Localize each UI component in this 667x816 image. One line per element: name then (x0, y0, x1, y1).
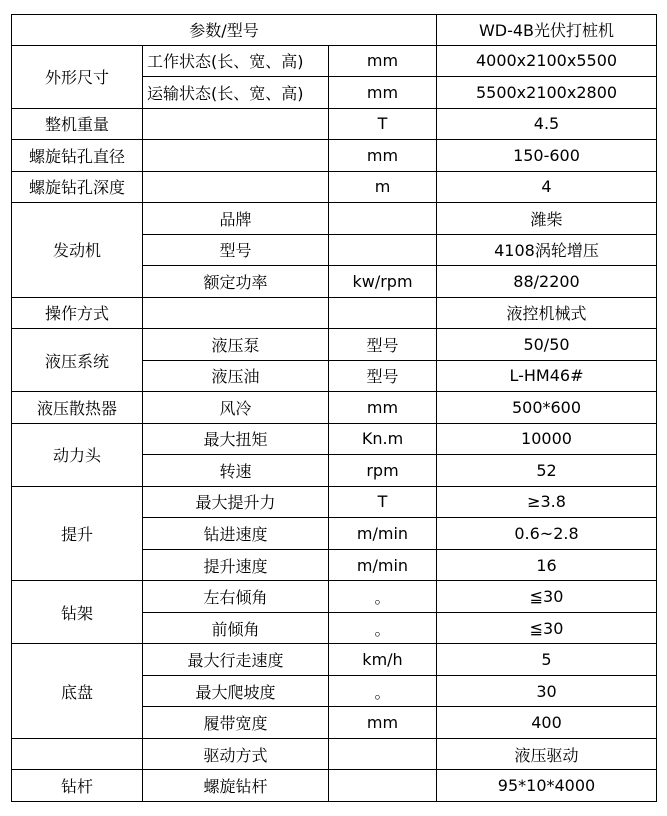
value-cell: 4000x2100x5500 (437, 45, 657, 77)
value-cell: 0.6~2.8 (437, 518, 657, 550)
value-cell: 30 (437, 675, 657, 707)
item-cell: 液压油 (143, 360, 329, 392)
value-cell: 潍柴 (437, 203, 657, 235)
item-cell: 额定功率 (143, 266, 329, 298)
group-cell: 液压系统 (12, 329, 143, 392)
header-param-label: 参数/型号 (12, 15, 437, 46)
unit-cell (329, 234, 437, 266)
value-cell: 52 (437, 455, 657, 487)
group-cell: 发动机 (12, 203, 143, 298)
table-row (12, 140, 657, 172)
header-model-label: WD-4B光伏打桩机 (437, 15, 657, 46)
table-row (12, 423, 657, 455)
group-cell: 整机重量 (12, 108, 143, 140)
unit-cell: kw/rpm (329, 266, 437, 298)
unit-cell: m/min (329, 549, 437, 581)
unit-cell: 。 (329, 581, 437, 613)
unit-cell: m (329, 171, 437, 203)
value-cell: 4108涡轮增压 (437, 234, 657, 266)
value-cell: 液控机械式 (437, 297, 657, 329)
value-cell: 液压驱动 (437, 738, 657, 770)
unit-cell: 型号 (329, 329, 437, 361)
table-row (12, 770, 657, 802)
item-cell: 螺旋钻杆 (143, 770, 329, 802)
group-cell: 螺旋钻孔深度 (12, 171, 143, 203)
table-row (12, 581, 657, 613)
item-cell: 转速 (143, 455, 329, 487)
item-cell: 最大扭矩 (143, 423, 329, 455)
unit-cell: 。 (329, 675, 437, 707)
group-cell: 外形尺寸 (12, 45, 143, 108)
value-cell: ≦30 (437, 612, 657, 644)
unit-cell: mm (329, 77, 437, 109)
unit-cell: mm (329, 707, 437, 739)
group-cell: 底盘 (12, 644, 143, 739)
item-cell: 提升速度 (143, 549, 329, 581)
item-cell: 运输状态(长、宽、高) (143, 77, 329, 109)
item-cell (143, 140, 329, 172)
spec-table (11, 14, 657, 802)
table-row (12, 644, 657, 676)
unit-cell: T (329, 108, 437, 140)
group-cell: 操作方式 (12, 297, 143, 329)
value-cell: 16 (437, 549, 657, 581)
item-cell: 最大提升力 (143, 486, 329, 518)
table-row (12, 108, 657, 140)
unit-cell (329, 738, 437, 770)
table-row (12, 329, 657, 361)
value-cell: 5 (437, 644, 657, 676)
item-cell: 风冷 (143, 392, 329, 424)
value-cell: 400 (437, 707, 657, 739)
value-cell: 500*600 (437, 392, 657, 424)
unit-cell: km/h (329, 644, 437, 676)
value-cell: 4 (437, 171, 657, 203)
group-cell: 液压散热器 (12, 392, 143, 424)
unit-cell: T (329, 486, 437, 518)
value-cell: 4.5 (437, 108, 657, 140)
item-cell (143, 297, 329, 329)
table-header-row (12, 15, 657, 46)
item-cell: 履带宽度 (143, 707, 329, 739)
group-cell: 钻架 (12, 581, 143, 644)
group-cell (12, 738, 143, 770)
unit-cell: mm (329, 140, 437, 172)
item-cell: 液压泵 (143, 329, 329, 361)
group-cell: 钻杆 (12, 770, 143, 802)
value-cell: 95*10*4000 (437, 770, 657, 802)
item-cell: 钻进速度 (143, 518, 329, 550)
unit-cell: rpm (329, 455, 437, 487)
unit-cell (329, 770, 437, 802)
table-row (12, 297, 657, 329)
unit-cell (329, 203, 437, 235)
item-cell: 最大行走速度 (143, 644, 329, 676)
table-row (12, 45, 657, 77)
value-cell: 88/2200 (437, 266, 657, 298)
item-cell: 型号 (143, 234, 329, 266)
value-cell: 10000 (437, 423, 657, 455)
table-row (12, 171, 657, 203)
item-cell: 品牌 (143, 203, 329, 235)
unit-cell (329, 297, 437, 329)
item-cell (143, 108, 329, 140)
unit-cell: mm (329, 45, 437, 77)
item-cell: 左右倾角 (143, 581, 329, 613)
group-cell: 动力头 (12, 423, 143, 486)
table-row (12, 203, 657, 235)
table-row (12, 392, 657, 424)
value-cell: 50/50 (437, 329, 657, 361)
item-cell (143, 171, 329, 203)
value-cell: 5500x2100x2800 (437, 77, 657, 109)
unit-cell: Kn.m (329, 423, 437, 455)
table-row (12, 738, 657, 770)
group-cell: 螺旋钻孔直径 (12, 140, 143, 172)
item-cell: 最大爬坡度 (143, 675, 329, 707)
item-cell: 驱动方式 (143, 738, 329, 770)
item-cell: 工作状态(长、宽、高) (143, 45, 329, 77)
unit-cell: m/min (329, 518, 437, 550)
unit-cell: 型号 (329, 360, 437, 392)
value-cell: L-HM46# (437, 360, 657, 392)
item-cell: 前倾角 (143, 612, 329, 644)
unit-cell: mm (329, 392, 437, 424)
value-cell: ≦30 (437, 581, 657, 613)
group-cell: 提升 (12, 486, 143, 581)
unit-cell: 。 (329, 612, 437, 644)
table-row (12, 486, 657, 518)
value-cell: ≥3.8 (437, 486, 657, 518)
value-cell: 150-600 (437, 140, 657, 172)
